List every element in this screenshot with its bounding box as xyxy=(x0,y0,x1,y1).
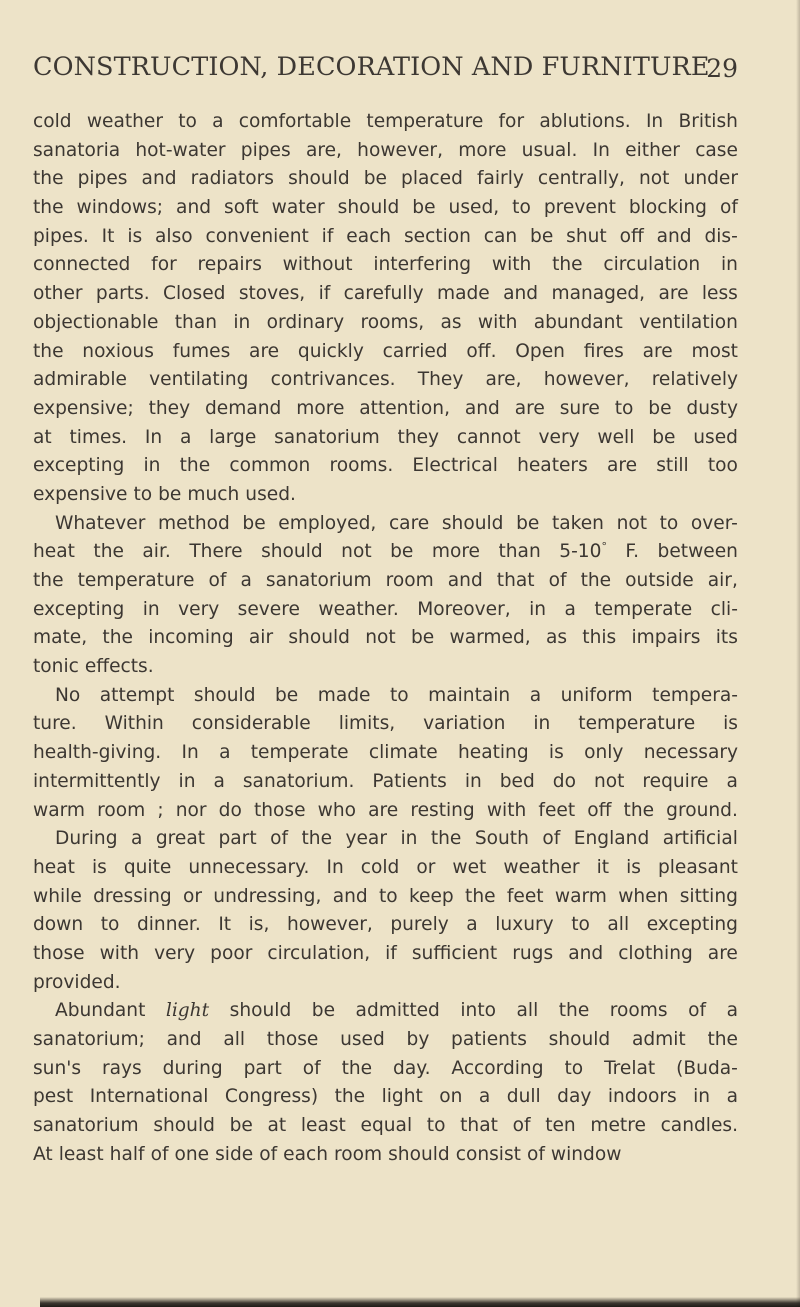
text-line: the windows; and soft water should be used, to prevent blocking of xyxy=(33,197,738,219)
text-line: heat the air. There should not be more than 5-10° F. between xyxy=(33,540,738,563)
page-bottom-shadow xyxy=(40,1297,800,1307)
text-line: expensive; they demand more attention, and are sure to be dusty xyxy=(33,397,738,419)
text-line: while dressing or undressing, and to keep the feet warm when sitting xyxy=(33,885,738,907)
text-line: cold weather to a comfortable temperature for ablutions. In British xyxy=(33,111,738,132)
text-line: other parts. Closed stoves, if carefully made and managed, are less xyxy=(33,283,738,305)
text-line: Whatever method be employed, care should be taken not to over- xyxy=(55,512,738,534)
text-line: heat is quite unnecessary. In cold or wet weather it is pleasant xyxy=(33,856,738,878)
text-line: down to dinner. It is, however, purely a luxury to all excepting xyxy=(33,914,738,936)
text-line: provided. xyxy=(33,971,121,993)
text-line: Abundant light should be admitted into all the rooms of a xyxy=(55,1000,738,1022)
text-line: the pipes and radiators should be placed fairly centrally, not under xyxy=(33,168,738,190)
text-line: at times. In a large sanatorium they cannot very well be used xyxy=(33,426,738,448)
text-line: the temperature of a sanatorium room and that of the outside air, xyxy=(33,570,738,591)
text-line: the noxious fumes are quickly carried off. Open fires are most xyxy=(33,340,738,362)
text-line: ture. Within considerable limits, variation in temperature is xyxy=(33,713,738,735)
text-line: expensive to be much used. xyxy=(33,483,296,505)
text-line: mate, the incoming air should not be warmed, as this impairs its xyxy=(33,627,738,649)
text-line: health-giving. In a temperate climate heating is only necessary xyxy=(33,742,738,764)
text-line: No attempt should be made to maintain a uniform tempera- xyxy=(55,684,738,706)
text-line: admirable ventilating contrivances. They are, however, relatively xyxy=(33,369,738,391)
text-line: pest International Congress) the light on a dull day indoors in a xyxy=(33,1086,738,1108)
text-line: tonic effects. xyxy=(33,656,154,678)
text-line: pipes. It is also convenient if each section can be shut off and dis- xyxy=(33,225,738,247)
page-edge xyxy=(796,0,800,1307)
text-line: intermittently in a sanatorium. Patients in bed do not require a xyxy=(33,770,738,792)
text-line: At least half of one side of each room should consist of window xyxy=(33,1143,622,1165)
text-line: warm room ; nor do those who are resting with feet off the ground. xyxy=(33,799,738,821)
text-line: sun's rays during part of the day. According to Trelat (Buda- xyxy=(33,1057,738,1079)
text-line: connected for repairs without interfering with the circulation in xyxy=(33,254,738,276)
text-line: sanatoria hot-water pipes are, however, more usual. In either case xyxy=(33,139,738,161)
text-line: those with very poor circulation, if sufficient rugs and clothing are xyxy=(33,942,738,964)
body-text xyxy=(33,108,738,1169)
text-line: excepting in very severe weather. Moreover, in a temperate cli- xyxy=(33,598,738,620)
text-line: excepting in the common rooms. Electrical heaters are still too xyxy=(33,455,738,477)
text-line: sanatorium; and all those used by patients should admit the xyxy=(33,1029,738,1050)
text-line: objectionable than in ordinary rooms, as with abundant ventilation xyxy=(33,311,738,333)
text-line: During a great part of the year in the South of England artificial xyxy=(55,828,738,850)
page-number: 29 xyxy=(706,54,738,83)
running-head: CONSTRUCTION, DECORATION AND FURNITURE xyxy=(33,52,710,82)
page-header xyxy=(33,52,738,92)
text-line: sanatorium should be at least equal to that of ten metre candles. xyxy=(33,1115,738,1137)
